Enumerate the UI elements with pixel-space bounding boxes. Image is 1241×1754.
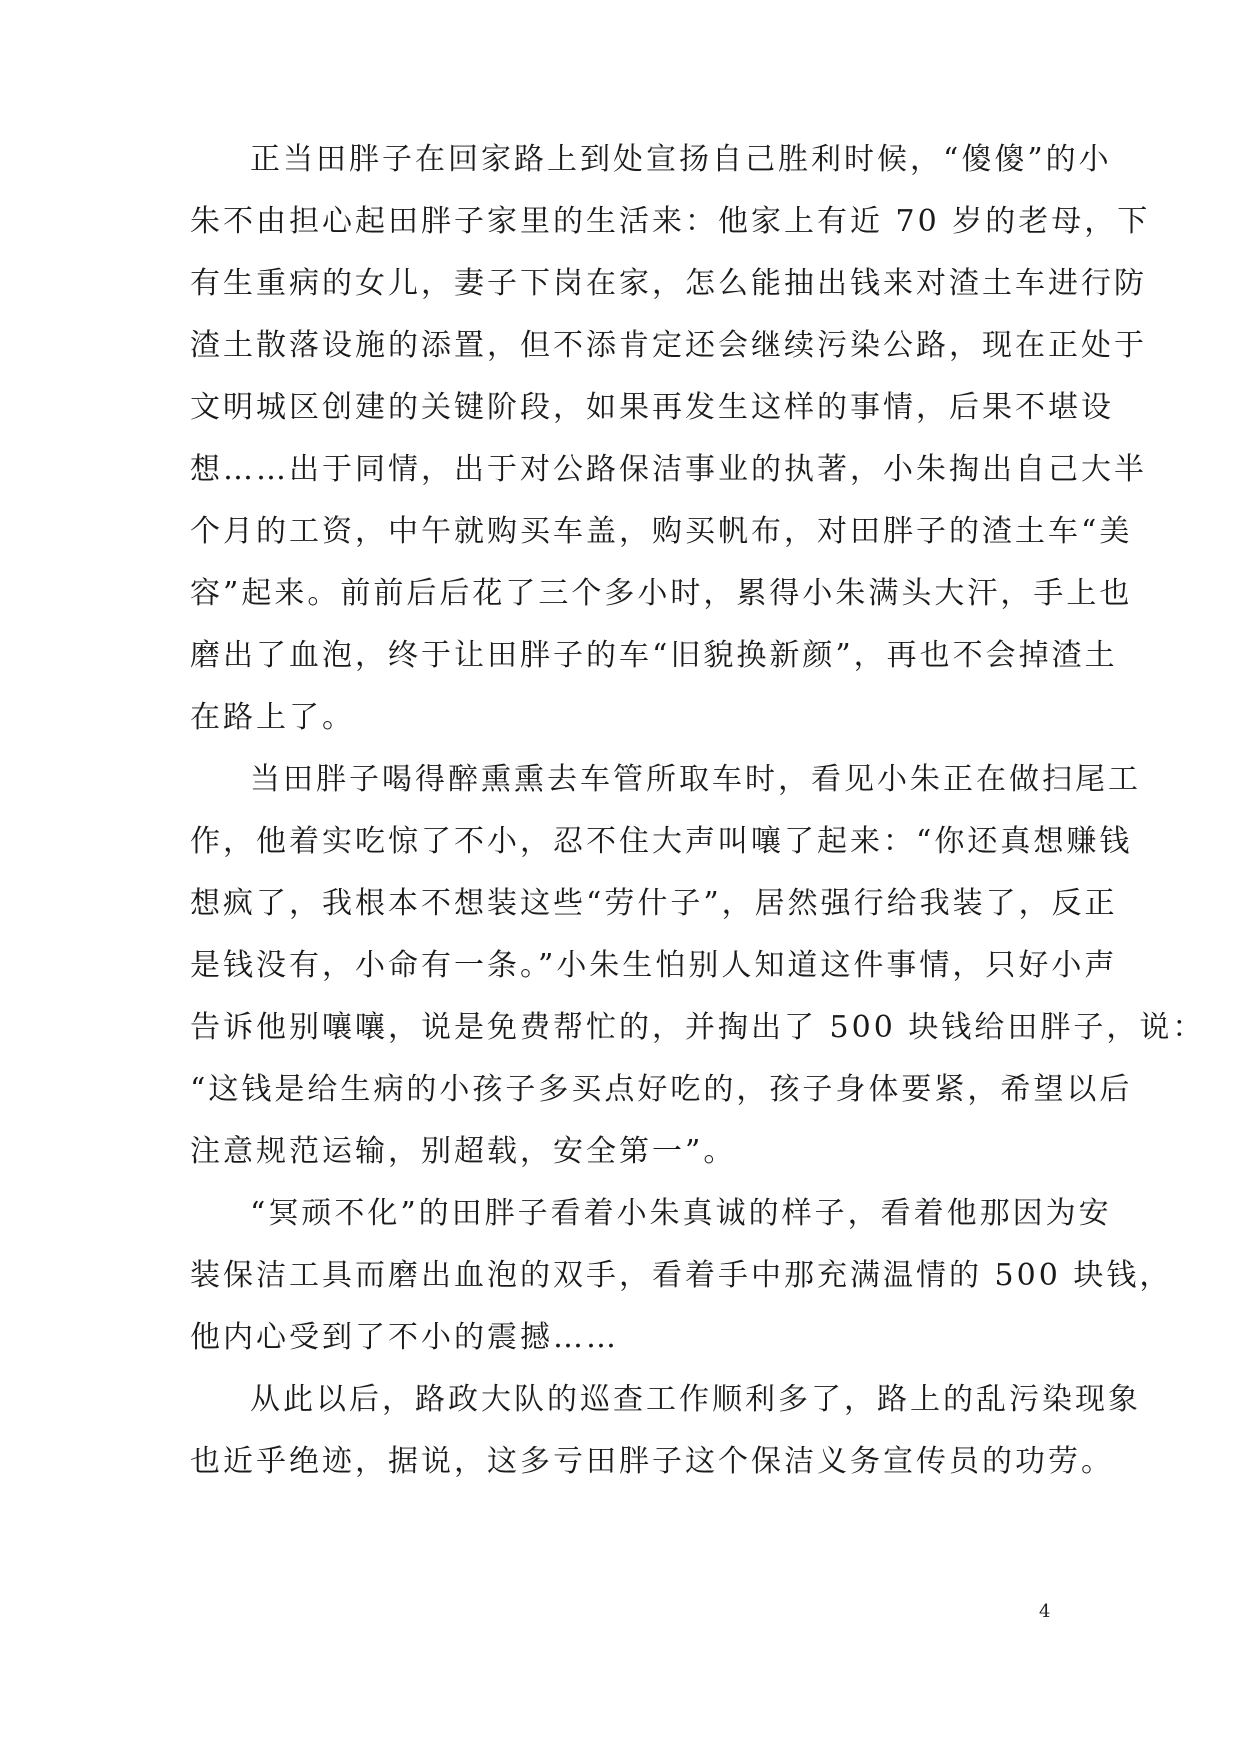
text-line: 渣土散落设施的添置，但不添肯定还会继续污染公路，现在正处于 xyxy=(190,328,1147,363)
text-line: 告诉他别嚷嚷，说是免费帮忙的，并掏出了 500 块钱给田胖子，说： xyxy=(190,1010,1206,1045)
text-line: “冥顽不化”的田胖子看着小朱真诚的样子，看着他那因为安 xyxy=(250,1196,1112,1231)
text-line: 作，他着实吃惊了不小，忍不住大声叫嚷了起来：“你还真想赚钱 xyxy=(190,824,1133,859)
text-line: 从此以后，路政大队的巡查工作顺利多了，路上的乱污染现象 xyxy=(250,1382,1141,1417)
text-line: 磨出了血泡，终于让田胖子的车“旧貌换新颜”，再也不会掉渣土 xyxy=(190,638,1118,673)
text-line: 也近乎绝迹，据说，这多亏田胖子这个保洁义务宣传员的功劳。 xyxy=(190,1444,1114,1479)
text-line: “这钱是给生病的小孩子多买点好吃的，孩子身体要紧，希望以后 xyxy=(190,1072,1133,1107)
text-line: 个月的工资，中午就购买车盖，购买帆布，对田胖子的渣土车“美 xyxy=(190,514,1133,549)
text-line: 注意规范运输，别超载，安全第一”。 xyxy=(190,1134,737,1169)
text-line: 他内心受到了不小的震撼…… xyxy=(190,1320,619,1355)
text-line: 有生重病的女儿，妻子下岗在家，怎么能抽出钱来对渣土车进行防 xyxy=(190,266,1147,301)
page-number: 4 xyxy=(1039,1601,1051,1622)
text-line: 想疯了，我根本不想装这些“劳什子”，居然强行给我装了，反正 xyxy=(190,886,1118,921)
text-line: 装保洁工具而磨出血泡的双手，看着手中那充满温情的 500 块钱， xyxy=(190,1258,1173,1293)
text-line: 正当田胖子在回家路上到处宣扬自己胜利时候，“傻傻”的小 xyxy=(250,142,1112,177)
text-line: 当田胖子喝得醉熏熏去车管所取车时，看见小朱正在做扫尾工 xyxy=(250,762,1141,797)
text-line: 朱不由担心起田胖子家里的生活来：他家上有近 70 岁的老母，下 xyxy=(190,204,1151,239)
text-line: 想……出于同情，出于对公路保洁事业的执著，小朱掏出自己大半 xyxy=(190,452,1147,487)
text-line: 是钱没有，小命有一条。”小朱生怕别人知道这件事情，只好小声 xyxy=(190,948,1118,983)
text-line: 在路上了。 xyxy=(190,700,355,735)
text-line: 文明城区创建的关键阶段，如果再发生这样的事情，后果不堪设 xyxy=(190,390,1114,425)
text-line: 容”起来。前前后后花了三个多小时，累得小朱满头大汗，手上也 xyxy=(190,576,1133,611)
